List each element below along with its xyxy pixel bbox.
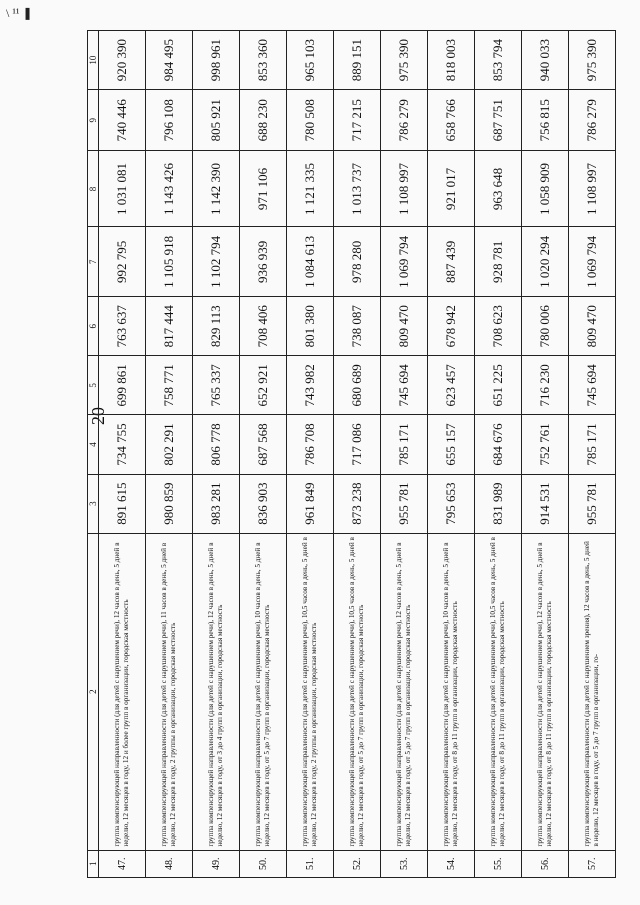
table-row: [287, 31, 334, 878]
cost-cell: 921 017: [428, 151, 475, 227]
cost-cell: 734 755: [99, 415, 146, 474]
cost-cell: 678 942: [428, 297, 475, 356]
cost-cell: 809 470: [569, 297, 616, 356]
cost-cell: 708 406: [240, 297, 287, 356]
column-header: 10: [88, 31, 99, 90]
cost-cell: 699 861: [99, 356, 146, 415]
cost-cell: 1 143 426: [146, 151, 193, 227]
cost-cell: 1 105 918: [146, 227, 193, 297]
column-header: 3: [88, 474, 99, 533]
cost-cell: 1 058 909: [522, 151, 569, 227]
cost-cell: 818 003: [428, 31, 475, 90]
cost-cell: 928 781: [475, 227, 522, 297]
cost-cell: 745 694: [569, 356, 616, 415]
scan-artifact: \ ¹¹ ❚: [6, 6, 33, 20]
cost-cell: 652 921: [240, 356, 287, 415]
group-description: группа компенсирующей направленности (для детей с нарушением речи), 10 часов в день, 5 дней в неделю, 12 месяцев в году, от 5 до 7 групп в организации, городская местность: [240, 533, 287, 850]
cost-cell: 758 771: [146, 356, 193, 415]
cost-cell: 796 108: [146, 90, 193, 151]
table-row: [522, 31, 569, 878]
cost-cell: 984 495: [146, 31, 193, 90]
cost-cell: 1 084 613: [287, 227, 334, 297]
group-description: группа компенсирующей направленности (для детей с нарушением речи), 11 часов в день, 5 дней в неделю, 12 месяцев в году, 2 группы в организации, городская местность: [146, 533, 193, 850]
cost-cell: 998 961: [193, 31, 240, 90]
column-header: 9: [88, 90, 99, 151]
cost-cell: 687 568: [240, 415, 287, 474]
cost-cell: 680 689: [334, 356, 381, 415]
cost-cell: 889 151: [334, 31, 381, 90]
group-description: группа компенсирующей направленности (для детей с нарушением речи), 12 часов в день, 5 дней в неделю, 12 месяцев в году, от 3 до 4 групп в организации, городская местность: [193, 533, 240, 850]
cost-cell: 980 859: [146, 474, 193, 533]
table-row: [569, 31, 616, 878]
row-number: 50.: [240, 850, 287, 877]
column-header: 6: [88, 297, 99, 356]
cost-cell: 743 982: [287, 356, 334, 415]
cost-cell: 717 215: [334, 90, 381, 151]
table-row: [428, 31, 475, 878]
cost-cell: 717 086: [334, 415, 381, 474]
cost-cell: 752 761: [522, 415, 569, 474]
cost-cell: 891 615: [99, 474, 146, 533]
row-number: 54.: [428, 850, 475, 877]
table-row: [146, 31, 193, 878]
table-row: [193, 31, 240, 878]
cost-cell: 975 390: [381, 31, 428, 90]
cost-cell: 955 781: [569, 474, 616, 533]
cost-cell: 651 225: [475, 356, 522, 415]
cost-cell: 963 648: [475, 151, 522, 227]
row-number: 56.: [522, 850, 569, 877]
cost-cell: 801 380: [287, 297, 334, 356]
row-number: 53.: [381, 850, 428, 877]
cost-cell: 780 508: [287, 90, 334, 151]
table-row: [334, 31, 381, 878]
cost-cell: 853 360: [240, 31, 287, 90]
table-row: [475, 31, 522, 878]
cost-cell: 920 390: [99, 31, 146, 90]
cost-cell: 936 939: [240, 227, 287, 297]
rotated-table-container: [87, 30, 607, 878]
row-number: 49.: [193, 850, 240, 877]
cost-cell: 786 279: [569, 90, 616, 151]
row-number: 52.: [334, 850, 381, 877]
cost-cell: 658 766: [428, 90, 475, 151]
cost-cell: 1 142 390: [193, 151, 240, 227]
cost-cell: 992 795: [99, 227, 146, 297]
cost-cell: 817 444: [146, 297, 193, 356]
group-description: группа компенсирующей направленности (для детей с нарушением речи), 10,5 часов в день, 5 дней в неделю, 12 месяцев в году, 2 группы в организации, городская местность: [287, 533, 334, 850]
column-header: 8: [88, 151, 99, 227]
cost-cell: 785 171: [569, 415, 616, 474]
cost-cell: 1 121 335: [287, 151, 334, 227]
cost-cell: 716 230: [522, 356, 569, 415]
cost-cell: 940 033: [522, 31, 569, 90]
cost-table: [87, 30, 616, 878]
cost-cell: 763 637: [99, 297, 146, 356]
cost-cell: 1 031 081: [99, 151, 146, 227]
cost-cell: 1 020 294: [522, 227, 569, 297]
column-header: 2: [88, 533, 99, 850]
group-description: группа компенсирующей направленности (для детей с нарушением речи), 12 часов в день, 5 дней в неделю, 12 месяцев в году, от 8 до 11 групп в организации, городская местность: [522, 533, 569, 850]
cost-cell: 786 279: [381, 90, 428, 151]
column-header: 7: [88, 227, 99, 297]
cost-cell: 914 531: [522, 474, 569, 533]
cost-cell: 805 921: [193, 90, 240, 151]
cost-cell: 786 708: [287, 415, 334, 474]
group-description: группа компенсирующей направленности (для детей с нарушением речи), 10,5 часов в день, 5 дней в неделю, 12 месяцев в году, от 5 до 7 групп в организации, городская местность: [334, 533, 381, 850]
cost-cell: 745 694: [381, 356, 428, 415]
table-row: [240, 31, 287, 878]
group-description: группа компенсирующей направленности (для детей с нарушением речи), 12 часов в день, 5 дней в неделю, 12 месяцев в году, 12 и более групп в организации, городская местность: [99, 533, 146, 850]
cost-cell: 829 113: [193, 297, 240, 356]
cost-cell: 955 781: [381, 474, 428, 533]
group-description: группа компенсирующей направленности (для детей с нарушением речи), 12 часов в день, 5 дней в неделю, 12 месяцев в году, от 5 до 7 групп в организации, городская местность: [381, 533, 428, 850]
table-row: [99, 31, 146, 878]
cost-cell: 765 337: [193, 356, 240, 415]
cost-cell: 1 069 794: [569, 227, 616, 297]
cost-cell: 975 390: [569, 31, 616, 90]
cost-cell: 688 230: [240, 90, 287, 151]
column-header: 5: [88, 356, 99, 415]
group-description: группа компенсирующей направленности (для детей с нарушением речи), 10 часов в день, 5 дней в неделю, 12 месяцев в году, от 8 до 11 групп в организации, городская местность: [428, 533, 475, 850]
cost-cell: 836 903: [240, 474, 287, 533]
cost-cell: 961 849: [287, 474, 334, 533]
cost-cell: 687 751: [475, 90, 522, 151]
row-number: 51.: [287, 850, 334, 877]
row-number: 47.: [99, 850, 146, 877]
cost-cell: 738 087: [334, 297, 381, 356]
cost-cell: 806 778: [193, 415, 240, 474]
cost-cell: 756 815: [522, 90, 569, 151]
table-row: [381, 31, 428, 878]
page-number: 20: [88, 407, 108, 425]
cost-cell: 1 013 737: [334, 151, 381, 227]
row-number: 57.: [569, 850, 616, 877]
cost-cell: 802 291: [146, 415, 193, 474]
cost-cell: 795 653: [428, 474, 475, 533]
cost-cell: 1 108 997: [381, 151, 428, 227]
cost-cell: 785 171: [381, 415, 428, 474]
cost-cell: 873 238: [334, 474, 381, 533]
cost-cell: 708 623: [475, 297, 522, 356]
row-number: 48.: [146, 850, 193, 877]
cost-cell: 971 106: [240, 151, 287, 227]
cost-cell: 887 439: [428, 227, 475, 297]
cost-cell: 1 069 794: [381, 227, 428, 297]
cost-cell: 740 446: [99, 90, 146, 151]
cost-cell: 978 280: [334, 227, 381, 297]
cost-cell: 965 103: [287, 31, 334, 90]
group-description: группа компенсирующей направленности (для детей с нарушением зрения), 12 часов в день, 5 дней в неделю, 12 месяцев в году, от 5 до 7 групп в организации, го-: [569, 533, 616, 850]
cost-cell: 1 108 997: [569, 151, 616, 227]
cost-cell: 983 281: [193, 474, 240, 533]
cost-cell: 853 794: [475, 31, 522, 90]
group-description: группа компенсирующей направленности (для детей с нарушением речи), 10,5 часов в день, 5 дней в неделю, 12 месяцев в году, от 8 до 11 групп в организации, городская местность: [475, 533, 522, 850]
column-header: 1: [88, 850, 99, 877]
cost-cell: 623 457: [428, 356, 475, 415]
row-number: 55.: [475, 850, 522, 877]
cost-cell: 1 102 794: [193, 227, 240, 297]
column-number-row: [88, 31, 99, 878]
column-header: 4: [88, 415, 99, 474]
cost-cell: 684 676: [475, 415, 522, 474]
cost-cell: 809 470: [381, 297, 428, 356]
cost-cell: 655 157: [428, 415, 475, 474]
cost-cell: 831 989: [475, 474, 522, 533]
cost-cell: 780 006: [522, 297, 569, 356]
